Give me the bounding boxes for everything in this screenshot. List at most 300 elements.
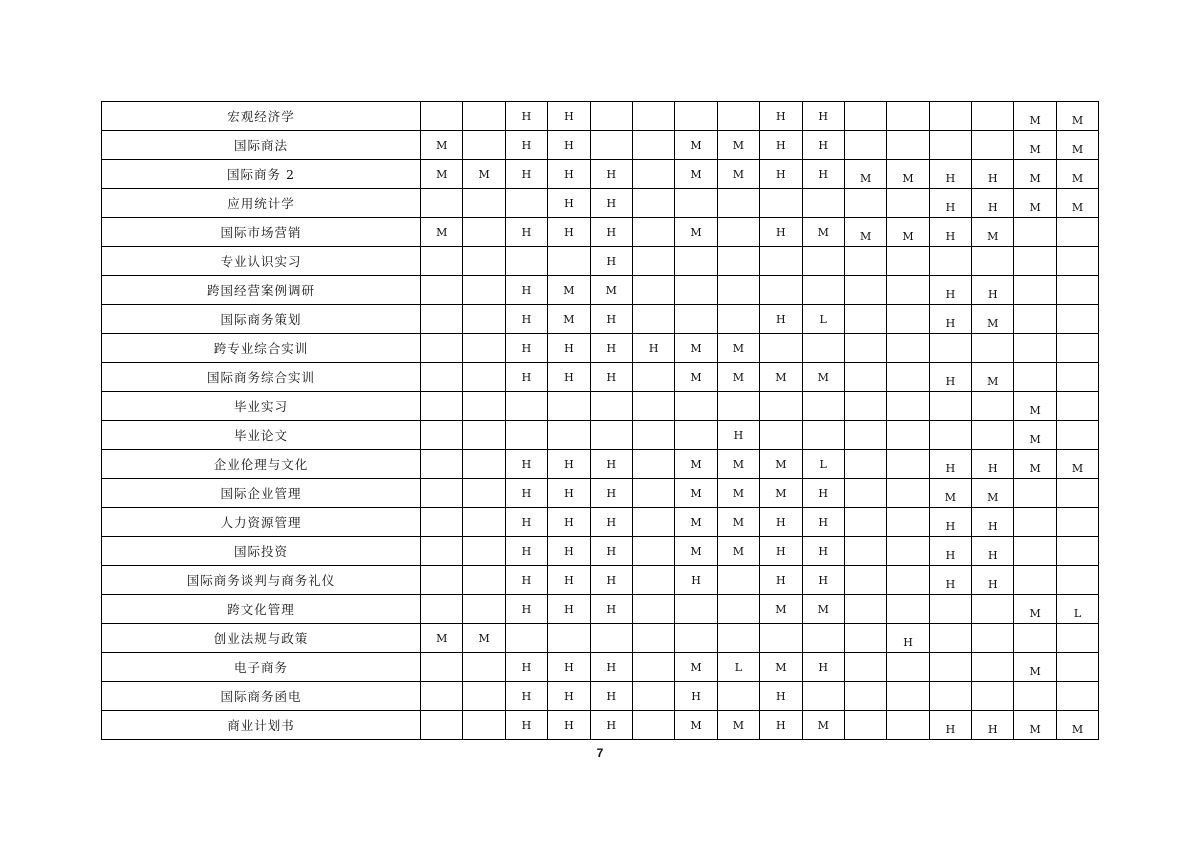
requirement-mark-cell: M	[1014, 711, 1056, 740]
requirement-mark-cell	[463, 363, 505, 392]
requirement-mark-cell: H	[675, 682, 717, 711]
requirement-mark-cell: H	[505, 305, 547, 334]
requirement-mark-cell: M	[717, 131, 759, 160]
requirement-mark-cell: H	[760, 160, 802, 189]
requirement-mark-cell: H	[760, 537, 802, 566]
table-row	[102, 102, 1099, 131]
requirement-mark-cell	[632, 450, 674, 479]
course-name-cell: 跨国经营案例调研	[102, 276, 421, 305]
requirement-mark-cell	[590, 392, 632, 421]
requirement-mark-cell	[505, 421, 547, 450]
requirement-mark-cell	[802, 682, 844, 711]
requirement-mark-cell	[632, 624, 674, 653]
requirement-mark-cell: M	[1056, 131, 1098, 160]
requirement-mark-cell: M	[760, 450, 802, 479]
requirement-mark-cell	[421, 421, 463, 450]
requirement-mark-cell: H	[972, 450, 1014, 479]
requirement-mark-cell: H	[760, 508, 802, 537]
requirement-mark-cell: H	[548, 537, 590, 566]
course-requirement-matrix	[101, 101, 1099, 740]
requirement-mark-cell: M	[421, 160, 463, 189]
requirement-mark-cell: H	[590, 334, 632, 363]
requirement-mark-cell: H	[760, 682, 802, 711]
requirement-mark-cell	[1014, 624, 1056, 653]
requirement-mark-cell	[717, 305, 759, 334]
requirement-mark-cell	[887, 305, 929, 334]
requirement-mark-cell: H	[505, 682, 547, 711]
requirement-mark-cell	[1056, 624, 1098, 653]
requirement-mark-cell	[887, 566, 929, 595]
requirement-mark-cell	[632, 682, 674, 711]
requirement-mark-cell: H	[802, 102, 844, 131]
requirement-mark-cell: M	[590, 276, 632, 305]
requirement-mark-cell	[421, 305, 463, 334]
requirement-mark-cell: H	[929, 160, 971, 189]
requirement-mark-cell	[463, 218, 505, 247]
requirement-mark-cell	[972, 392, 1014, 421]
requirement-mark-cell	[1014, 218, 1056, 247]
requirement-mark-cell: L	[802, 305, 844, 334]
requirement-mark-cell: H	[505, 363, 547, 392]
requirement-mark-cell	[760, 334, 802, 363]
requirement-mark-cell	[972, 682, 1014, 711]
requirement-mark-cell	[1056, 276, 1098, 305]
requirement-mark-cell: M	[463, 624, 505, 653]
requirement-mark-cell	[675, 305, 717, 334]
requirement-mark-cell	[632, 218, 674, 247]
requirement-mark-cell: H	[590, 189, 632, 218]
requirement-mark-cell	[590, 624, 632, 653]
requirement-mark-cell	[1014, 363, 1056, 392]
requirement-mark-cell: H	[548, 160, 590, 189]
requirement-mark-cell: M	[717, 334, 759, 363]
requirement-mark-cell: H	[505, 102, 547, 131]
requirement-mark-cell	[929, 247, 971, 276]
requirement-mark-cell: L	[802, 450, 844, 479]
requirement-mark-cell	[590, 102, 632, 131]
requirement-mark-cell: H	[548, 653, 590, 682]
requirement-mark-cell	[887, 102, 929, 131]
requirement-mark-cell	[463, 682, 505, 711]
table-row	[102, 595, 1099, 624]
requirement-mark-cell: M	[675, 131, 717, 160]
requirement-mark-cell: M	[1056, 450, 1098, 479]
requirement-mark-cell: H	[505, 653, 547, 682]
table-row	[102, 160, 1099, 189]
requirement-mark-cell	[421, 595, 463, 624]
requirement-mark-cell	[463, 479, 505, 508]
table-row	[102, 711, 1099, 740]
requirement-mark-cell	[421, 247, 463, 276]
requirement-mark-cell	[463, 392, 505, 421]
requirement-mark-cell	[675, 595, 717, 624]
requirement-mark-cell	[887, 189, 929, 218]
requirement-mark-cell: H	[548, 363, 590, 392]
requirement-mark-cell: H	[632, 334, 674, 363]
requirement-mark-cell	[972, 421, 1014, 450]
requirement-mark-cell: M	[972, 363, 1014, 392]
requirement-mark-cell	[1014, 682, 1056, 711]
requirement-mark-cell	[1014, 276, 1056, 305]
course-name-cell: 人力资源管理	[102, 508, 421, 537]
requirement-mark-cell	[463, 595, 505, 624]
requirement-mark-cell: H	[972, 160, 1014, 189]
requirement-mark-cell	[887, 711, 929, 740]
requirement-mark-cell	[844, 595, 886, 624]
requirement-mark-cell	[844, 450, 886, 479]
requirement-mark-cell: H	[972, 566, 1014, 595]
requirement-mark-cell	[887, 653, 929, 682]
requirement-mark-cell	[972, 247, 1014, 276]
requirement-mark-cell	[760, 421, 802, 450]
requirement-mark-cell: M	[1014, 189, 1056, 218]
course-name-cell: 国际商务策划	[102, 305, 421, 334]
requirement-mark-cell	[1056, 218, 1098, 247]
requirement-mark-cell	[929, 624, 971, 653]
table-row	[102, 624, 1099, 653]
requirement-mark-cell	[463, 102, 505, 131]
requirement-mark-cell	[802, 247, 844, 276]
requirement-mark-cell: M	[463, 160, 505, 189]
table-row	[102, 479, 1099, 508]
requirement-mark-cell: M	[1014, 653, 1056, 682]
table-row	[102, 131, 1099, 160]
requirement-mark-cell: H	[505, 450, 547, 479]
table-row	[102, 508, 1099, 537]
requirement-mark-cell	[675, 421, 717, 450]
requirement-mark-cell: M	[717, 363, 759, 392]
requirement-mark-cell	[929, 102, 971, 131]
requirement-mark-cell	[505, 624, 547, 653]
requirement-mark-cell: M	[972, 218, 1014, 247]
requirement-mark-cell	[1056, 421, 1098, 450]
requirement-mark-cell	[632, 595, 674, 624]
requirement-mark-cell: H	[972, 508, 1014, 537]
requirement-mark-cell: H	[505, 711, 547, 740]
requirement-mark-cell: H	[717, 421, 759, 450]
requirement-mark-cell	[1056, 653, 1098, 682]
requirement-mark-cell	[632, 160, 674, 189]
requirement-mark-cell	[675, 392, 717, 421]
requirement-mark-cell	[887, 247, 929, 276]
course-name-cell: 国际商务 2	[102, 160, 421, 189]
requirement-mark-cell	[463, 189, 505, 218]
requirement-mark-cell	[844, 247, 886, 276]
course-name-cell: 宏观经济学	[102, 102, 421, 131]
requirement-mark-cell: M	[1014, 131, 1056, 160]
table-row	[102, 218, 1099, 247]
requirement-mark-cell: M	[887, 160, 929, 189]
requirement-mark-cell	[844, 276, 886, 305]
requirement-mark-cell	[760, 392, 802, 421]
course-name-cell: 国际商务谈判与商务礼仪	[102, 566, 421, 595]
requirement-mark-cell	[1056, 305, 1098, 334]
course-name-cell: 国际商务综合实训	[102, 363, 421, 392]
requirement-mark-cell: M	[760, 363, 802, 392]
requirement-mark-cell: M	[802, 363, 844, 392]
requirement-mark-cell: M	[421, 131, 463, 160]
requirement-mark-cell: M	[802, 218, 844, 247]
requirement-mark-cell: M	[844, 218, 886, 247]
requirement-mark-cell	[887, 392, 929, 421]
requirement-mark-cell: M	[972, 305, 1014, 334]
requirement-mark-cell	[675, 102, 717, 131]
requirement-mark-cell	[717, 566, 759, 595]
requirement-mark-cell: H	[929, 566, 971, 595]
course-name-cell: 毕业论文	[102, 421, 421, 450]
course-name-cell: 国际投资	[102, 537, 421, 566]
requirement-mark-cell	[421, 653, 463, 682]
requirement-mark-cell: H	[802, 566, 844, 595]
course-name-cell: 跨文化管理	[102, 595, 421, 624]
requirement-mark-cell: M	[717, 160, 759, 189]
requirement-mark-cell: H	[505, 334, 547, 363]
table-row	[102, 450, 1099, 479]
requirement-mark-cell	[844, 102, 886, 131]
requirement-mark-cell	[421, 189, 463, 218]
requirement-mark-cell	[844, 305, 886, 334]
requirement-mark-cell: H	[505, 131, 547, 160]
requirement-mark-cell	[548, 392, 590, 421]
requirement-mark-cell: M	[1056, 102, 1098, 131]
requirement-mark-cell: M	[760, 653, 802, 682]
requirement-mark-cell	[844, 363, 886, 392]
requirement-mark-cell	[632, 508, 674, 537]
requirement-mark-cell: H	[590, 566, 632, 595]
requirement-mark-cell: H	[972, 711, 1014, 740]
requirement-mark-cell: H	[802, 537, 844, 566]
requirement-mark-cell	[463, 305, 505, 334]
requirement-mark-cell: M	[1014, 392, 1056, 421]
course-name-cell: 国际市场营销	[102, 218, 421, 247]
requirement-mark-cell	[463, 566, 505, 595]
requirement-mark-cell: M	[1014, 450, 1056, 479]
course-name-cell: 电子商务	[102, 653, 421, 682]
requirement-mark-cell: H	[590, 247, 632, 276]
course-name-cell: 商业计划书	[102, 711, 421, 740]
requirement-mark-cell	[717, 276, 759, 305]
requirement-mark-cell: H	[929, 363, 971, 392]
requirement-mark-cell	[802, 276, 844, 305]
requirement-mark-cell	[844, 624, 886, 653]
requirement-mark-cell	[887, 334, 929, 363]
requirement-mark-cell	[717, 102, 759, 131]
table-row	[102, 363, 1099, 392]
requirement-mark-cell: M	[717, 479, 759, 508]
requirement-mark-cell: H	[802, 653, 844, 682]
requirement-mark-cell: H	[505, 595, 547, 624]
requirement-mark-cell: H	[590, 305, 632, 334]
requirement-mark-cell	[887, 595, 929, 624]
requirement-mark-cell	[972, 131, 1014, 160]
requirement-mark-cell	[675, 624, 717, 653]
requirement-mark-cell	[548, 247, 590, 276]
requirement-mark-cell: H	[972, 276, 1014, 305]
requirement-mark-cell	[717, 595, 759, 624]
requirement-mark-cell: H	[760, 566, 802, 595]
requirement-mark-cell: H	[760, 305, 802, 334]
requirement-mark-cell	[1014, 479, 1056, 508]
requirement-mark-cell	[1014, 537, 1056, 566]
requirement-mark-cell: H	[505, 566, 547, 595]
course-name-cell: 跨专业综合实训	[102, 334, 421, 363]
requirement-mark-cell	[844, 334, 886, 363]
requirement-mark-cell	[887, 479, 929, 508]
requirement-mark-cell: L	[1056, 595, 1098, 624]
requirement-mark-cell	[844, 711, 886, 740]
requirement-mark-cell	[929, 682, 971, 711]
requirement-mark-cell	[675, 189, 717, 218]
requirement-mark-cell: H	[590, 682, 632, 711]
requirement-mark-cell	[632, 131, 674, 160]
requirement-mark-cell: M	[421, 624, 463, 653]
requirement-mark-cell	[421, 102, 463, 131]
requirement-mark-cell	[887, 450, 929, 479]
requirement-mark-cell	[929, 131, 971, 160]
requirement-mark-cell	[844, 392, 886, 421]
requirement-mark-cell: H	[675, 566, 717, 595]
requirement-mark-cell: H	[802, 508, 844, 537]
requirement-mark-cell: M	[760, 479, 802, 508]
table-row	[102, 247, 1099, 276]
requirement-mark-cell	[887, 131, 929, 160]
course-name-cell: 应用统计学	[102, 189, 421, 218]
requirement-mark-cell	[972, 653, 1014, 682]
requirement-mark-cell	[632, 479, 674, 508]
requirement-mark-cell	[1014, 334, 1056, 363]
requirement-mark-cell	[802, 392, 844, 421]
requirement-mark-cell: H	[887, 624, 929, 653]
requirement-mark-cell: M	[929, 479, 971, 508]
requirement-mark-cell: M	[760, 595, 802, 624]
requirement-mark-cell	[632, 276, 674, 305]
requirement-mark-cell: H	[972, 189, 1014, 218]
requirement-mark-cell	[844, 479, 886, 508]
requirement-mark-cell: M	[844, 160, 886, 189]
requirement-mark-cell	[717, 624, 759, 653]
requirement-mark-cell	[421, 479, 463, 508]
requirement-mark-cell	[887, 276, 929, 305]
requirement-mark-cell	[548, 624, 590, 653]
requirement-mark-cell	[1056, 479, 1098, 508]
requirement-mark-cell: H	[929, 508, 971, 537]
requirement-mark-cell	[548, 421, 590, 450]
requirement-mark-cell: M	[675, 537, 717, 566]
page-number: 7	[596, 746, 604, 760]
requirement-mark-cell	[887, 363, 929, 392]
requirement-mark-cell	[590, 131, 632, 160]
requirement-mark-cell: M	[675, 479, 717, 508]
requirement-mark-cell	[632, 711, 674, 740]
requirement-mark-cell: M	[1014, 160, 1056, 189]
requirement-mark-cell: H	[505, 508, 547, 537]
requirement-mark-cell	[760, 624, 802, 653]
requirement-mark-cell	[463, 247, 505, 276]
table-row	[102, 392, 1099, 421]
requirement-mark-cell	[421, 450, 463, 479]
requirement-mark-cell: M	[717, 711, 759, 740]
requirement-mark-cell	[1014, 508, 1056, 537]
requirement-mark-cell: H	[548, 682, 590, 711]
requirement-mark-cell: H	[590, 653, 632, 682]
course-name-cell: 创业法规与政策	[102, 624, 421, 653]
requirement-mark-cell	[929, 392, 971, 421]
requirement-mark-cell	[590, 421, 632, 450]
requirement-mark-cell: H	[929, 218, 971, 247]
requirement-mark-cell: H	[760, 102, 802, 131]
requirement-mark-cell: H	[929, 537, 971, 566]
requirement-mark-cell	[844, 189, 886, 218]
requirement-mark-cell	[1056, 508, 1098, 537]
requirement-mark-cell	[887, 537, 929, 566]
requirement-mark-cell: H	[590, 508, 632, 537]
requirement-mark-cell: M	[972, 479, 1014, 508]
requirement-mark-cell: M	[1056, 189, 1098, 218]
requirement-mark-cell	[844, 421, 886, 450]
requirement-mark-cell	[463, 537, 505, 566]
course-name-cell: 企业伦理与文化	[102, 450, 421, 479]
requirement-mark-cell: M	[802, 595, 844, 624]
requirement-mark-cell	[717, 218, 759, 247]
requirement-mark-cell	[760, 189, 802, 218]
requirement-mark-cell	[929, 421, 971, 450]
requirement-mark-cell: H	[548, 450, 590, 479]
requirement-mark-cell: M	[717, 450, 759, 479]
requirement-mark-cell	[463, 711, 505, 740]
requirement-mark-cell: H	[590, 595, 632, 624]
table-row	[102, 189, 1099, 218]
requirement-mark-cell	[505, 247, 547, 276]
table-row	[102, 334, 1099, 363]
requirement-mark-cell: H	[548, 595, 590, 624]
requirement-mark-cell	[505, 189, 547, 218]
requirement-mark-cell	[972, 595, 1014, 624]
requirement-mark-cell: M	[675, 711, 717, 740]
requirement-mark-cell: H	[505, 276, 547, 305]
requirement-mark-cell	[421, 392, 463, 421]
requirement-mark-cell: H	[590, 363, 632, 392]
requirement-mark-cell: L	[717, 653, 759, 682]
requirement-mark-cell	[421, 334, 463, 363]
requirement-mark-cell	[632, 363, 674, 392]
course-name-cell: 国际商务函电	[102, 682, 421, 711]
requirement-mark-cell: M	[675, 653, 717, 682]
requirement-mark-cell	[463, 131, 505, 160]
requirement-mark-cell	[421, 276, 463, 305]
table-row	[102, 276, 1099, 305]
requirement-mark-cell: H	[802, 160, 844, 189]
requirement-mark-cell	[632, 102, 674, 131]
requirement-mark-cell	[844, 682, 886, 711]
requirement-mark-cell: H	[929, 305, 971, 334]
requirement-mark-cell: H	[760, 131, 802, 160]
requirement-mark-cell: H	[929, 276, 971, 305]
requirement-mark-cell	[717, 247, 759, 276]
requirement-mark-cell	[421, 711, 463, 740]
requirement-mark-cell	[421, 537, 463, 566]
requirement-mark-cell	[463, 421, 505, 450]
requirement-mark-cell	[929, 653, 971, 682]
requirement-mark-cell	[802, 334, 844, 363]
requirement-mark-cell: H	[548, 218, 590, 247]
requirement-mark-cell: M	[548, 305, 590, 334]
requirement-mark-cell: H	[590, 450, 632, 479]
requirement-mark-cell	[844, 537, 886, 566]
requirement-mark-cell	[972, 102, 1014, 131]
requirement-mark-cell: M	[1056, 711, 1098, 740]
requirement-mark-cell	[632, 537, 674, 566]
requirement-mark-cell	[887, 421, 929, 450]
